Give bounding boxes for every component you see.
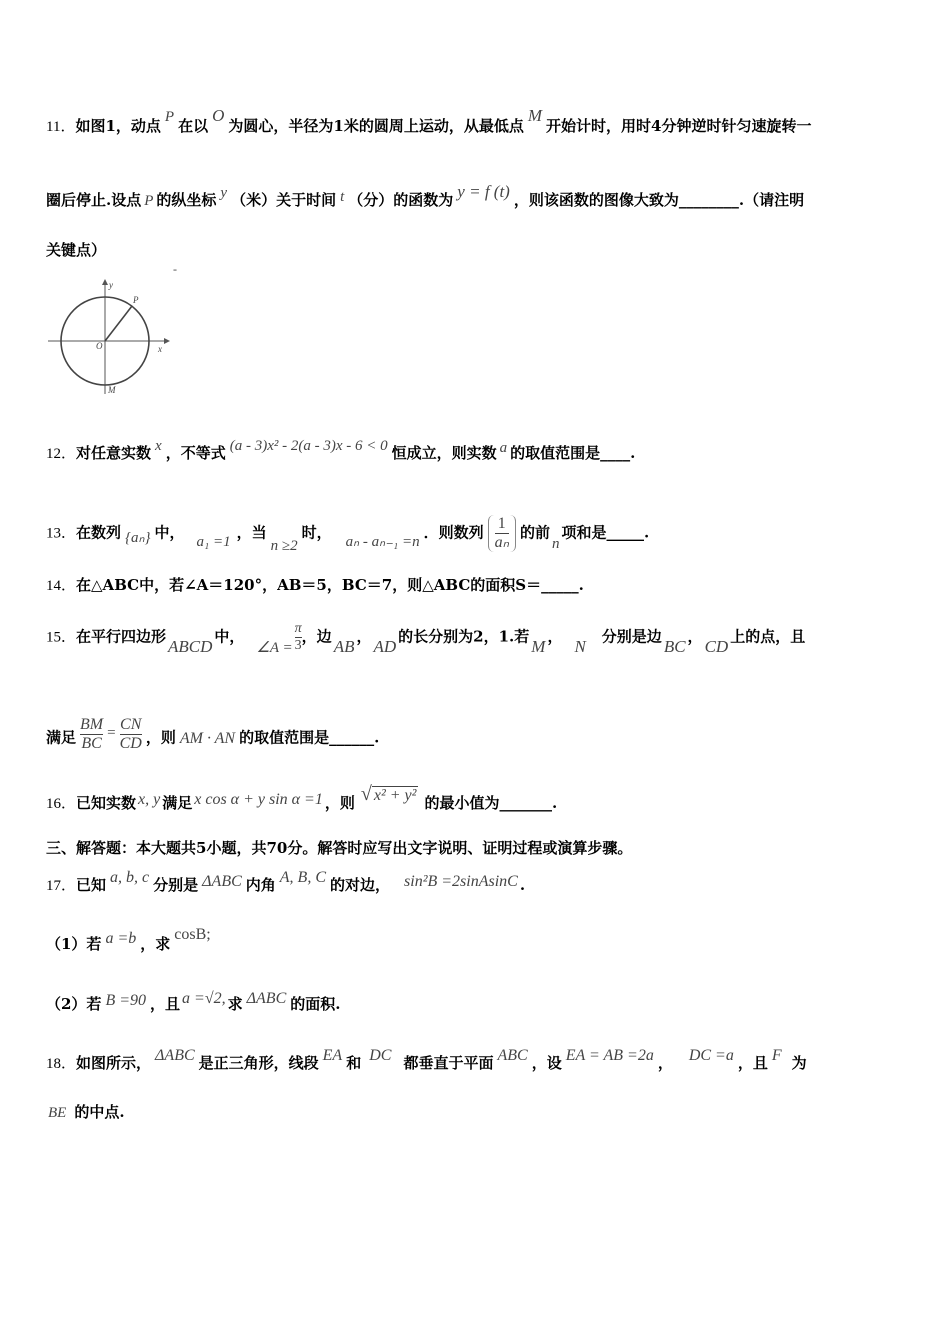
q17-number: 17． [46, 878, 77, 894]
figure-dash: - [173, 262, 177, 276]
q18-line2: BE 的中点. [48, 1103, 125, 1121]
fig-label-o: O [96, 341, 103, 351]
q17-line: 17．已知 a, b, c 分别是 ΔABC 内角 A, B, C 的对边， sin²B =2sinAsinC . [46, 869, 526, 894]
q14-number: 14． [46, 578, 77, 594]
q13-number: 13． [46, 525, 77, 542]
q11-line1: 11．如图1，动点 P 在以O为圆心，半径为1米的圆周上运动，从最低点M开始计时，用时4分钟逆时针匀速旋转一 [46, 106, 812, 135]
q11-line3: 关键点） [46, 241, 107, 259]
q12-number: 12． [46, 446, 77, 462]
fig-label-x: x [158, 344, 162, 354]
q14-line: 14．在△ABC中，若∠A＝120°，AB＝5，BC＝7，则△ABC的面积S＝_____. [46, 576, 584, 594]
section-3-header: 三、解答题：本大题共5小题，共70分。解答时应写出文字说明、证明过程或演算步骤。 [46, 839, 633, 857]
fig-label-y: y [109, 280, 113, 290]
q17-part2: （2）若 B =90 ，且 a =√2, 求 ΔABC 的面积. [46, 990, 341, 1013]
q16-number: 16． [46, 796, 77, 812]
q15-line1: 15．在平行四边形 ABCD 中，∠A = $\frac{\pi}{3}$ ，边 AB ， AD 的长分别为2，1.若 M ， N 分别是边 BC ， CD 上的点，且 [46, 621, 806, 656]
q18-line1: 18．如图所示， ΔABC 是正三角形，线段 EA 和 DC 都垂直于平面 ABC ，设 EA = AB =2a ， DC =a ，且 F 为 [46, 1047, 807, 1072]
fig-label-p: P [133, 295, 139, 305]
radius-op [105, 306, 132, 341]
q12-line: 12．对任意实数 x ，不等式 (a - 3)x² - 2(a - 3)x - 6 < 0 恒成立，则实数 a 的取值范围是____. [46, 438, 636, 462]
q15-number: 15． [46, 629, 77, 646]
x-axis-arrow [164, 338, 170, 344]
q11-number: 11． [46, 119, 76, 135]
q13-line: 13．在数列 {aₙ} 中， a₁ =1 ，当n ≥2时， aₙ - aₙ₋₁ =n ．则数列 $\frac{1}{\text{aₙ}}$ 的前n项和是_____. [46, 515, 650, 554]
q18-number: 18． [46, 1056, 77, 1072]
circle-figure [44, 276, 174, 400]
q16-line: 16．已知实数 x, y 满足 x cos α + y sin α =1 ，则 √ x² + y² 的最小值为_______. [46, 783, 558, 812]
q11-line2: 圈后停止.设点 P 的纵坐标 y （米）关于时间 t （分）的函数为 y = f (t) ，则该函数的图像大致为________.（请注明 [46, 182, 805, 209]
q15-line2: 满足 $\frac{BM}{BC}$ = $\frac{CN}{CD}$ ，则 AM · AN 的取值范围是______. [46, 716, 380, 752]
fig-label-m: M [108, 385, 116, 395]
q17-part1: （1）若 a =b ，求cosB; [46, 926, 211, 953]
y-axis-arrow [102, 279, 108, 285]
